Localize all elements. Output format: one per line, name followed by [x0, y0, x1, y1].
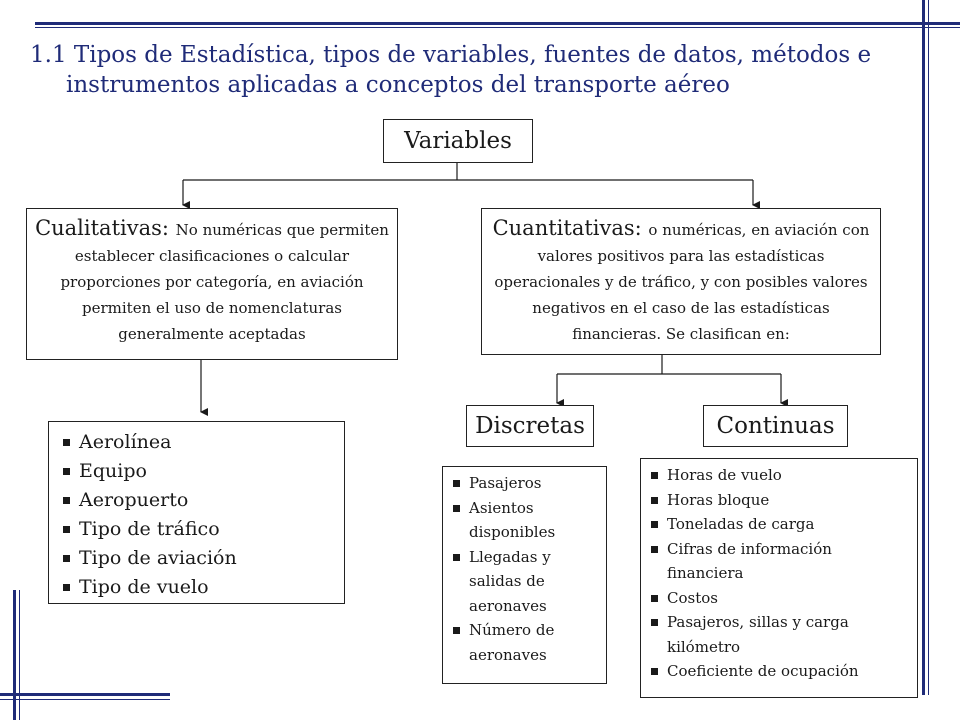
- qualitative-box: [26, 208, 398, 360]
- variables-box: [383, 119, 533, 163]
- continuous-label: Continuas: [716, 413, 835, 439]
- list-item: Aeropuerto: [59, 486, 334, 515]
- list-item: Tipo de vuelo: [59, 573, 334, 602]
- discrete-list-box: [442, 466, 607, 684]
- title-line-2: instrumentos aplicadas a conceptos del transporte aéreo: [66, 72, 730, 98]
- variables-label: Variables: [404, 128, 512, 154]
- qualitative-text: No numéricas que permiten establecer clasificaciones o calcular proporciones por categoría, en aviación permiten el uso de nomenclaturas generalmente aceptadas: [60, 221, 389, 343]
- list-item: Asientos disponibles: [449, 496, 600, 545]
- discrete-list: [449, 471, 600, 667]
- qualitative-list: [59, 428, 334, 602]
- list-item: Tipo de tráfico: [59, 515, 334, 544]
- continuous-list: [647, 463, 911, 684]
- list-item: Tipo de aviación: [59, 544, 334, 573]
- continuous-box: [703, 405, 848, 447]
- discrete-label: Discretas: [475, 413, 585, 439]
- list-item: Horas bloque: [647, 488, 911, 513]
- qualitative-lead: Cualitativas:: [35, 216, 176, 240]
- list-item: Llegadas y salidas de aeronaves: [449, 545, 600, 619]
- discrete-box: [466, 405, 594, 447]
- quantitative-lead: Cuantitativas:: [492, 216, 649, 240]
- list-item: Coeficiente de ocupación: [647, 659, 911, 684]
- list-item: Aerolínea: [59, 428, 334, 457]
- qualitative-list-box: [48, 421, 345, 604]
- list-item: Costos: [647, 586, 911, 611]
- quantitative-box: [481, 208, 881, 355]
- quantitative-text: o numéricas, en aviación con valores positivos para las estadísticas operacionales y de tráfico, y con posibles valores negativos en el caso de las estadísticas financieras. Se clasifican en:: [494, 221, 870, 343]
- list-item: Equipo: [59, 457, 334, 486]
- title-line-1: 1.1 Tipos de Estadística, tipos de variables, fuentes de datos, métodos e: [30, 42, 872, 68]
- continuous-list-box: [640, 458, 918, 698]
- list-item: Cifras de información financiera: [647, 537, 911, 586]
- list-item: Pasajeros, sillas y carga kilómetro: [647, 610, 911, 659]
- list-item: Número de aeronaves: [449, 618, 600, 667]
- list-item: Pasajeros: [449, 471, 600, 496]
- list-item: Horas de vuelo: [647, 463, 911, 488]
- list-item: Toneladas de carga: [647, 512, 911, 537]
